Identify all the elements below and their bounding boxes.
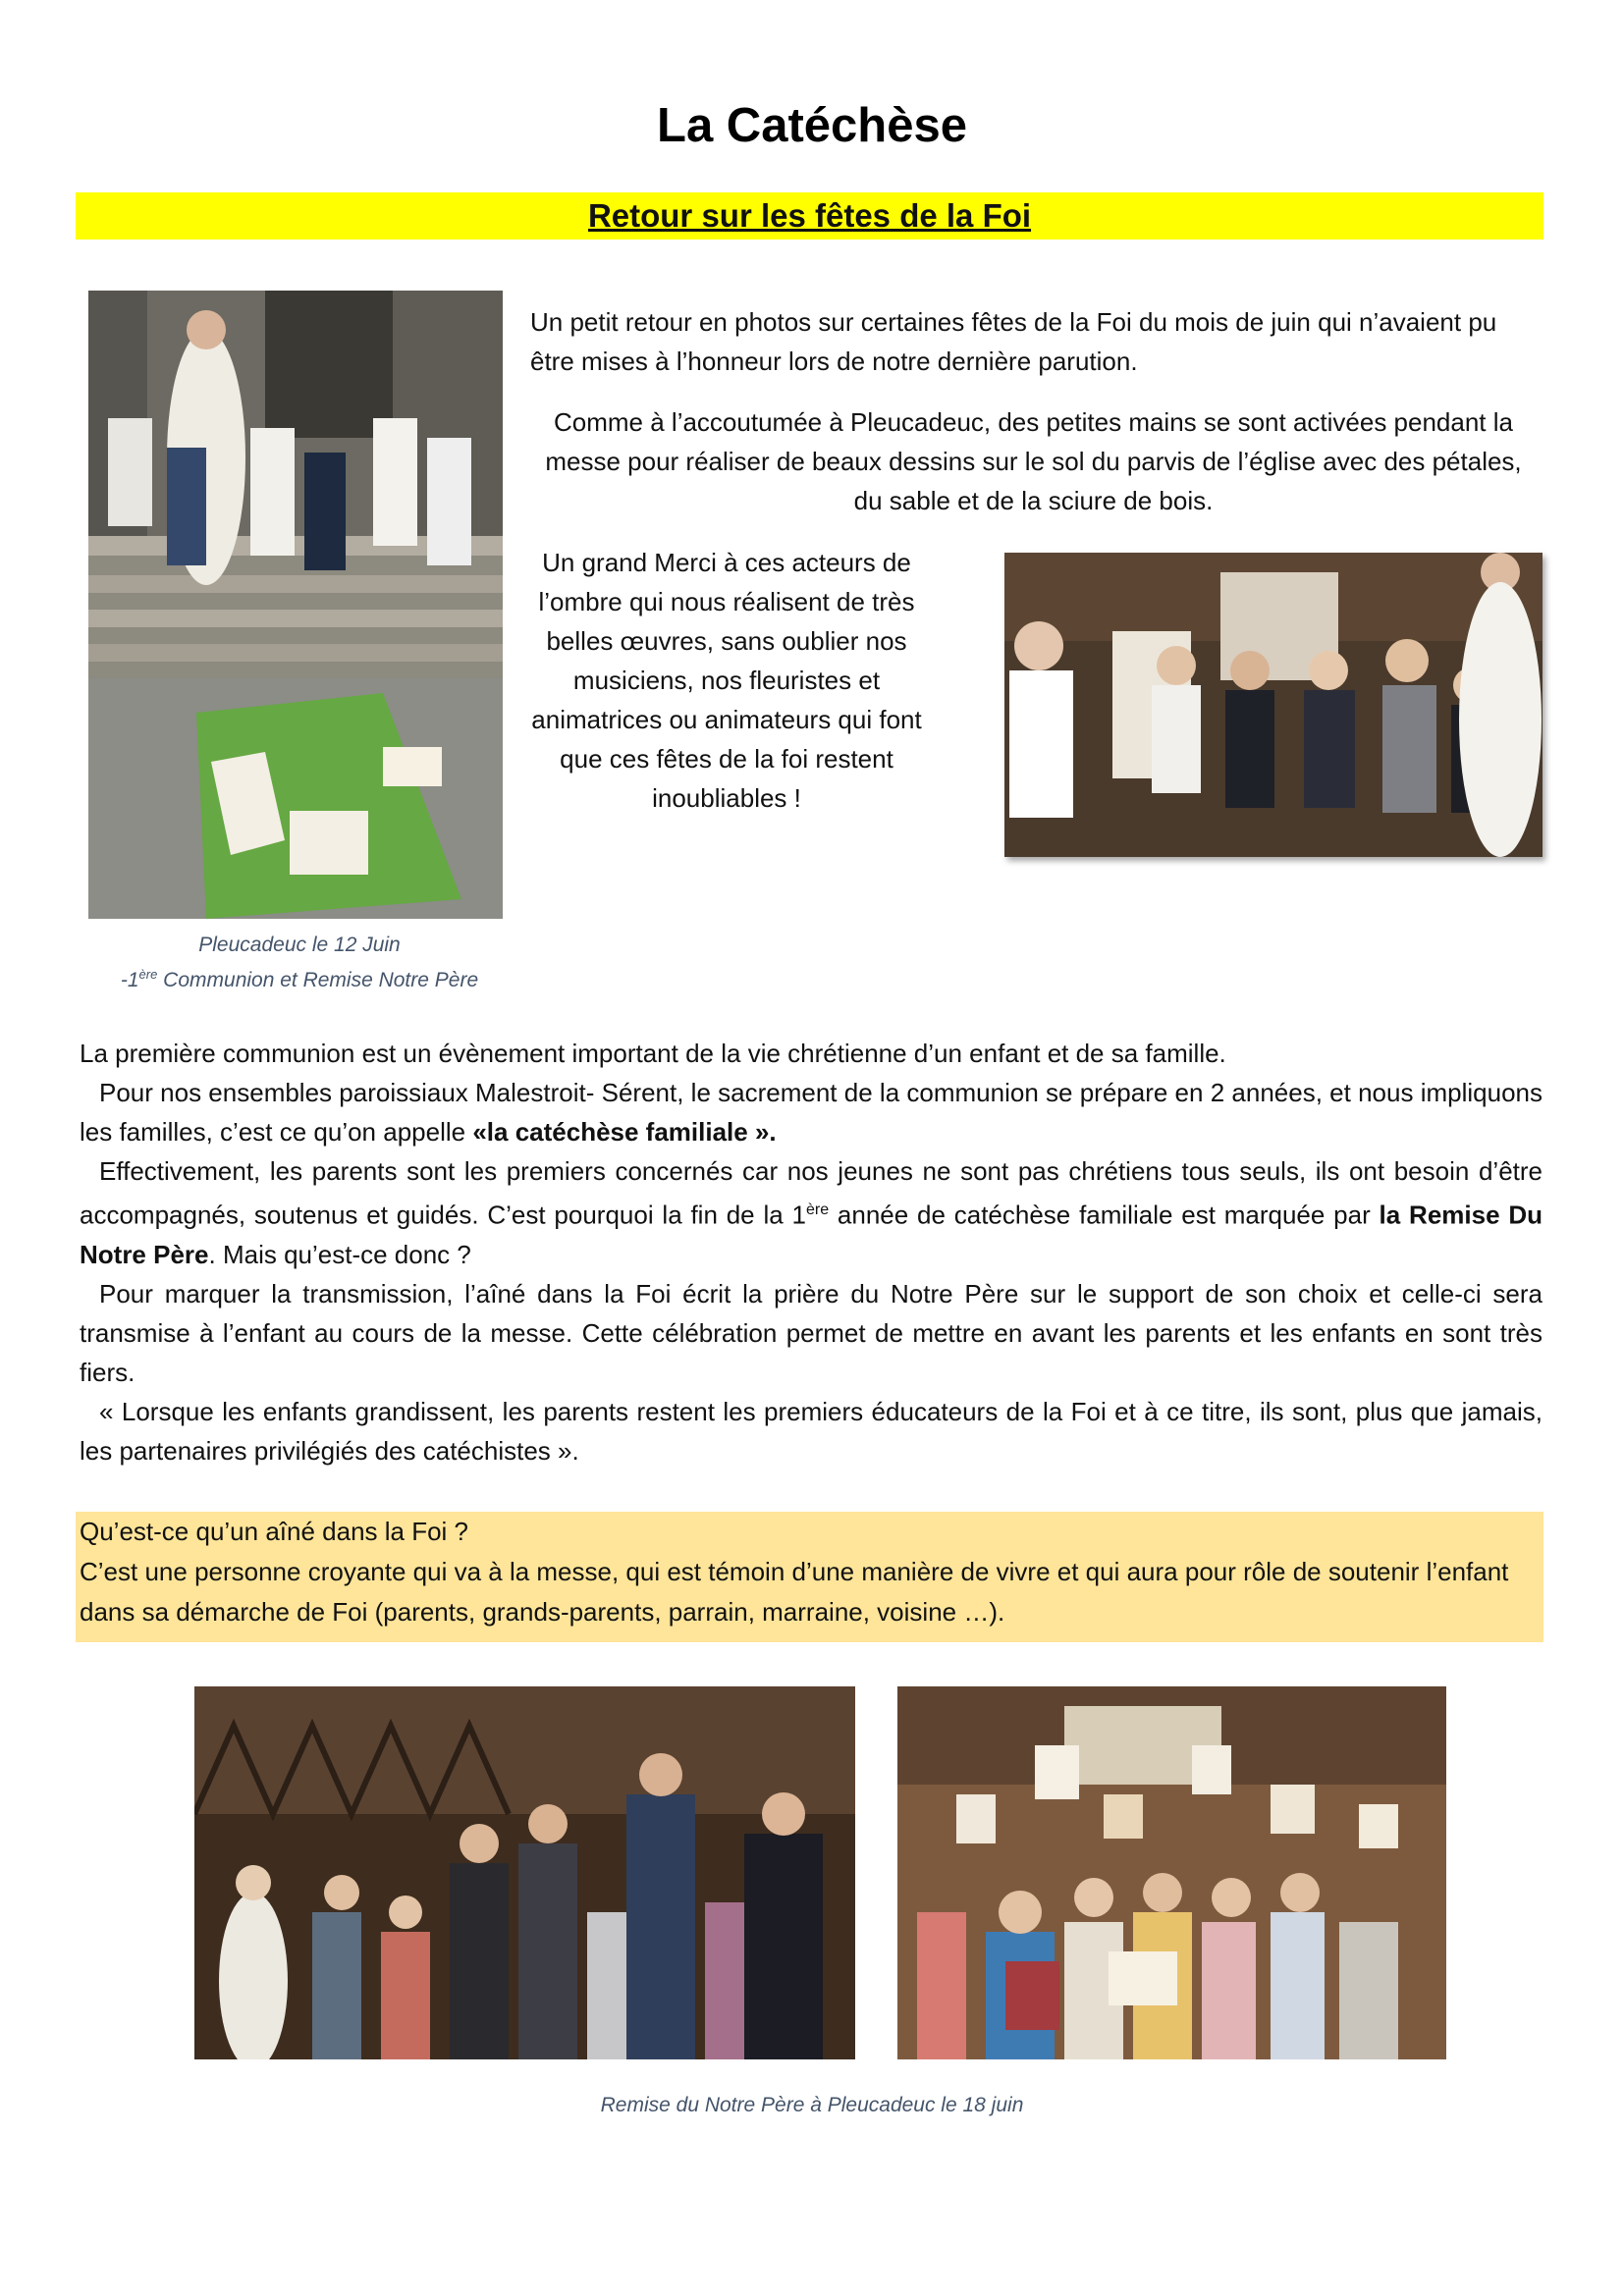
page-title: La Catéchèse [657,99,967,152]
intro-paragraph-2: Comme à l’accoutumée à Pleucadeuc, des petites mains se sont activées pendant la messe pour réaliser de beaux dessins sur le sol du parvis de l’église avec des pétales, du sable et de la sciure de bois. [545,407,1522,515]
section-subtitle: Retour sur les fêtes de la Foi [587,197,1032,234]
caption-line-1: Pleucadeuc le 12 Juin [198,934,401,956]
remise-photo-families [194,1686,855,2059]
remise-photo-children [897,1686,1446,2059]
intro-paragraph-1: Un petit retour en photos sur certaines fêtes de la Foi du mois de juin qui n’avaient pu être mises à l’honneur lors de notre dernière parution. [530,307,1497,376]
main-text [80,1034,1543,1470]
callout-question: Qu’est-ce qu’un aîné dans la Foi ? [80,1517,469,1546]
communion-photo-outdoor [88,291,503,919]
body-paragraph-1: La première communion est un évènement important de la vie chrétienne d’un enfant et de sa famille. [80,1039,1226,1068]
communion-photo-church [1004,553,1543,857]
body-paragraph-4: Pour marquer la transmission, l’aîné dans la Foi écrit la prière du Notre Père sur le support de son choix et celle-ci sera transmise à l’enfant au cours de la messe. Cette célébration permet de mettre en avant les parents et les enfants en sont très fiers. [80,1278,1543,1387]
callout-answer: C’est une personne croyante qui va à la messe, qui est témoin d’une manière de vivre et qui aura pour rôle de soutenir l’enfant dans sa démarche de Foi (parents, grands-parents, parrain, marraine, voisine …). [80,1557,1509,1627]
body-paragraph-2: Pour nos ensembles paroissiaux Malestroit- Sérent, le sacrement de la communion se prépare en 2 années, et nous impliquons les familles, c’est ce qu’on appelle «la catéchèse familiale ». [80,1078,1543,1147]
body-paragraph-5: « Lorsque les enfants grandissent, les parents restent les premiers éducateurs de la Foi et à ce titre, ils sont, plus que jamais, les partenaires privilégiés des catéchistes ». [80,1396,1543,1466]
section-banner [76,192,1543,240]
photo-caption-left [88,931,511,995]
thanks-paragraph: Un grand Merci à ces acteurs de l’ombre qui nous réalisent de très belles œuvres, sans oublier nos musiciens, nos fleuristes et animatrices ou animateurs qui font que ces fêtes de la foi restent inoubliables ! [531,548,922,813]
caption-line-2: -1ère Communion et Remise Notre Père [120,967,479,991]
body-paragraph-3: Effectivement, les parents sont les premiers concernés car nos jeunes ne sont pas chrétiens tous seuls, ils ont besoin d’être accompagnés, soutenus et guidés. C’est pourquoi la fin de la 1ère année de catéchèse familiale est marquée par la Remise Du Notre Père. Mais qu’est-ce donc ? [80,1156,1543,1269]
photo-caption-bottom: Remise du Notre Père à Pleucadeuc le 18 juin [600,2094,1024,2116]
callout-box [76,1512,1543,1642]
